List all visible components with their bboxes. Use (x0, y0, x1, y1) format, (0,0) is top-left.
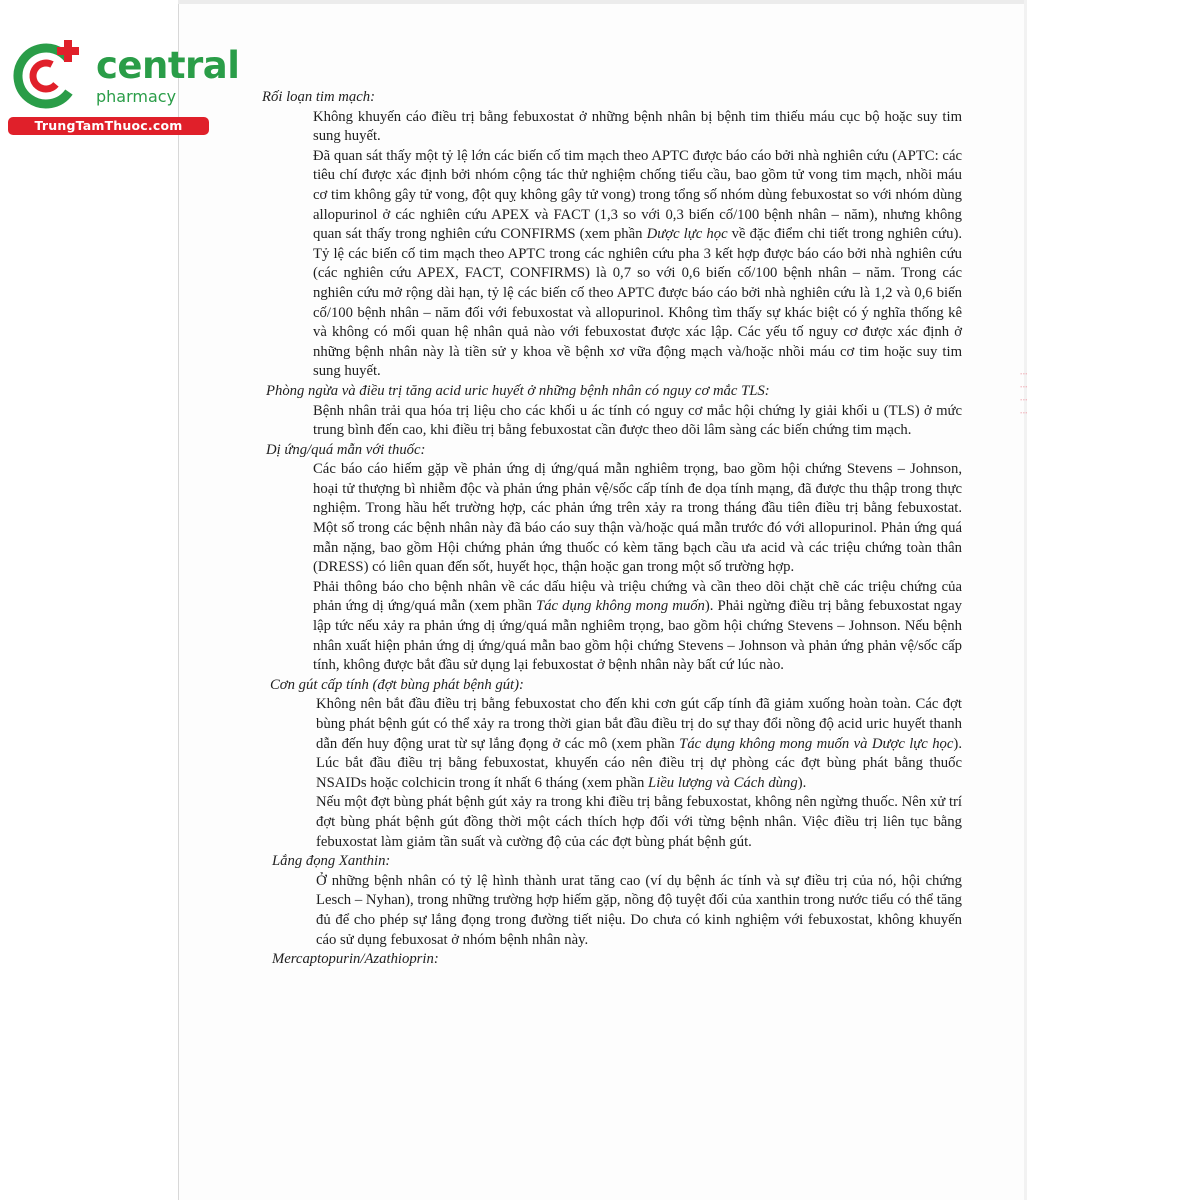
section-heading: Dị ứng/quá mẫn với thuốc: (266, 441, 426, 458)
section (262, 382, 962, 441)
section-heading: Lắng đọng Xanthin: (272, 853, 391, 870)
section (262, 676, 962, 852)
section (262, 441, 962, 676)
pharmacy-logo[interactable] (8, 38, 240, 138)
paragraph (313, 460, 962, 578)
section (262, 88, 962, 382)
logo-brand: central (96, 44, 240, 87)
section-heading: Phòng ngừa và điều trị tăng acid uric huyết ở những bệnh nhân có nguy cơ mắc TLS: (266, 382, 770, 399)
section-heading: Mercaptopurin/Azathioprin: (272, 951, 439, 968)
faint-stamp: ⁝ ⁝ ⁝ ⁝ (1017, 372, 1030, 418)
paragraph-text: Ở những bệnh nhân có tỷ lệ hình thành urat tăng cao (ví dụ bệnh ác tính và sự điều trị của nó, hội chứng Lesch – Nyhan), trong những trường hợp hiếm gặp, nồng độ tuyệt đối của xanthin trong nước tiểu có thể tăng đủ để cho phép sự lắng đọng trong đường tiết niệu. Do chưa có kinh nghiệm với febuxostat, không khuyến cáo sử dụng febuxosat ở nhóm bệnh nhân này. (316, 872, 962, 948)
paragraph-text: Các báo cáo hiếm gặp về phản ứng dị ứng/quá mẫn nghiêm trọng, bao gồm hội chứng Stevens – Johnson, hoại tử thượng bì nhiễm độc và phản ứng phản vệ/sốc cấp tính đe dọa tính mạng, đã được thu thập trong thực nghiệm. Trong hầu hết trường hợp, các phản ứng trên xảy ra trong tháng đầu tiên điều trị bằng febuxostat. Một số trong các bệnh nhân này đã báo cáo suy thận và/hoặc quá mẫn trước đó với allopurinol. Phản ứng quá mẫn nặng, bao gồm Hội chứng phản ứng thuốc có kèm tăng bạch cầu ưa acid và các triệu chứng toàn thân (DRESS) có liên quan đến sốt, huyết học, thận hoặc gan trong một số trường hợp. (313, 461, 962, 576)
paragraph-text: Bệnh nhân trải qua hóa trị liệu cho các khối u ác tính có nguy cơ mắc hội chứng ly giải khối u (TLS) ở mức trung bình đến cao, khi điều trị bằng febuxostat cần được theo dõi lâm sàng các biến chứng tim mạch. (313, 402, 962, 439)
paragraph (313, 578, 962, 676)
paragraph (313, 147, 962, 382)
logo-subtitle: pharmacy (96, 87, 177, 106)
paragraph-text: ). (797, 774, 807, 791)
central-logo-icon (12, 38, 84, 110)
document-body (262, 88, 962, 970)
paragraph (316, 793, 962, 852)
paragraph-text: ). Phải ngừng điều trị bằng febuxostat ngay lập tức nếu xảy ra phản ứng dị ứng/quá mẫn nghiêm trọng, bao gồm hội chứng Stevens – Johnson. Nếu bệnh nhân xuất hiện phản ứng dị ứng/quá mẫn bao gồm hội chứng Stevens – Johnson và phản ứng phản vệ/sốc cấp tính, không được bắt đầu sử dụng lại febuxostat ở bệnh nhân này bất cứ lúc nào. (313, 598, 963, 674)
paragraph-text: Không nên bắt đầu điều trị bằng febuxostat cho đến khi cơn gút cấp tính đã giảm xuống hoàn toàn. Các đợt bùng phát bệnh gút có thể xảy ra trong thời gian bắt đầu điều trị do sự thay đổi nồng độ acid uric huyết thanh dẫn đến huy động urat từ sự lắng đọng ở các mô (xem phần (316, 696, 962, 752)
cross-reference: Tác dụng không mong muốn (536, 598, 705, 615)
section (262, 950, 962, 970)
cross-reference: Liều lượng và Cách dùng (648, 774, 798, 791)
paragraph-text: Phải thông báo cho bệnh nhân về các dấu hiệu và triệu chứng và cần theo dõi chặt chẽ các triệu chứng của phản ứng dị ứng/quá mẫn (xem phần (313, 578, 962, 615)
paragraph (313, 402, 962, 441)
section (262, 852, 962, 950)
section-heading: Rối loạn tim mạch: (262, 89, 375, 105)
paragraph-text: Nếu một đợt bùng phát bệnh gút xảy ra trong khi điều trị bằng febuxostat, không nên ngừng thuốc. Nên xử trí đợt bùng phát bệnh gút đồng thời một cách thích hợp đối với từng bệnh nhân. Việc điều trị liên tục bằng febuxostat làm giảm tần suất và cường độ của các đợt bùng phát bệnh gút. (316, 794, 962, 850)
paragraph (316, 695, 962, 793)
scan-edge (1024, 0, 1027, 1200)
paragraph-text: Đã quan sát thấy một tỷ lệ lớn các biến cố tim mạch theo APTC được báo cáo bởi nhà nghiên cứu (APTC: các tiêu chí được xác định bởi nhóm cộng tác thử nghiệm chống tiểu cầu, bao gồm tử vong tim mạch, nhồi máu cơ tim không gây tử vong, đột quỵ không gây tử vong) trong tổng số nhóm dùng febuxostat so với nhóm dùng allopurinol ở các nghiên cứu APEX và FACT (1,3 so với 0,3 biến cố/100 bệnh nhân – năm), nhưng không quan sát thấy trong nghiên cứu CONFIRMS (xem phần (313, 147, 962, 243)
paragraph (313, 108, 962, 147)
paragraph (316, 872, 962, 950)
logo-url[interactable]: TrungTamThuoc.com (34, 118, 183, 133)
paragraph-text: về đặc điểm chi tiết trong nghiên cứu). Tỷ lệ các biến cố tim mạch theo APTC trong các nghiên cứu pha 3 kết hợp được báo cáo bởi nhà nghiên cứu (các nghiên cứu APEX, FACT, CONFIRMS) là 0,7 so với 0,6 biến cố/100 bệnh nhân – năm. Trong các nghiên cứu mở rộng dài hạn, tỷ lệ các biến cố theo APTC được báo cáo bởi nhà nghiên cứu là 1,2 và 0,6 biến cố/100 bệnh nhân – năm đối với febuxostat và allopurinol. Không tìm thấy sự khác biệt có ý nghĩa thống kê và không có mối quan hệ nhân quả nào với febuxostat được xác lập. Các yếu tố nguy cơ được xác định ở những bệnh nhân này là tiền sử y khoa về bệnh xơ vữa động mạch và/hoặc nhồi máu cơ tim hoặc suy tim sung huyết. (313, 226, 963, 380)
paragraph-text: Không khuyến cáo điều trị bằng febuxostat ở những bệnh nhân bị bệnh tim thiếu máu cục bộ hoặc suy tim sung huyết. (313, 108, 962, 145)
cross-reference: Tác dụng không mong muốn và Dược lực học (679, 735, 954, 752)
paragraph-text: ). Lúc bắt đầu điều trị bằng febuxostat, khuyến cáo nên điều trị dự phòng các đợt bùng phát bằng thuốc NSAIDs hoặc colchicin trong ít nhất 6 tháng (xem phần (316, 735, 962, 791)
section-heading: Cơn gút cấp tính (đợt bùng phát bệnh gút): (270, 676, 524, 693)
cross-reference: Dược lực học (646, 226, 728, 243)
